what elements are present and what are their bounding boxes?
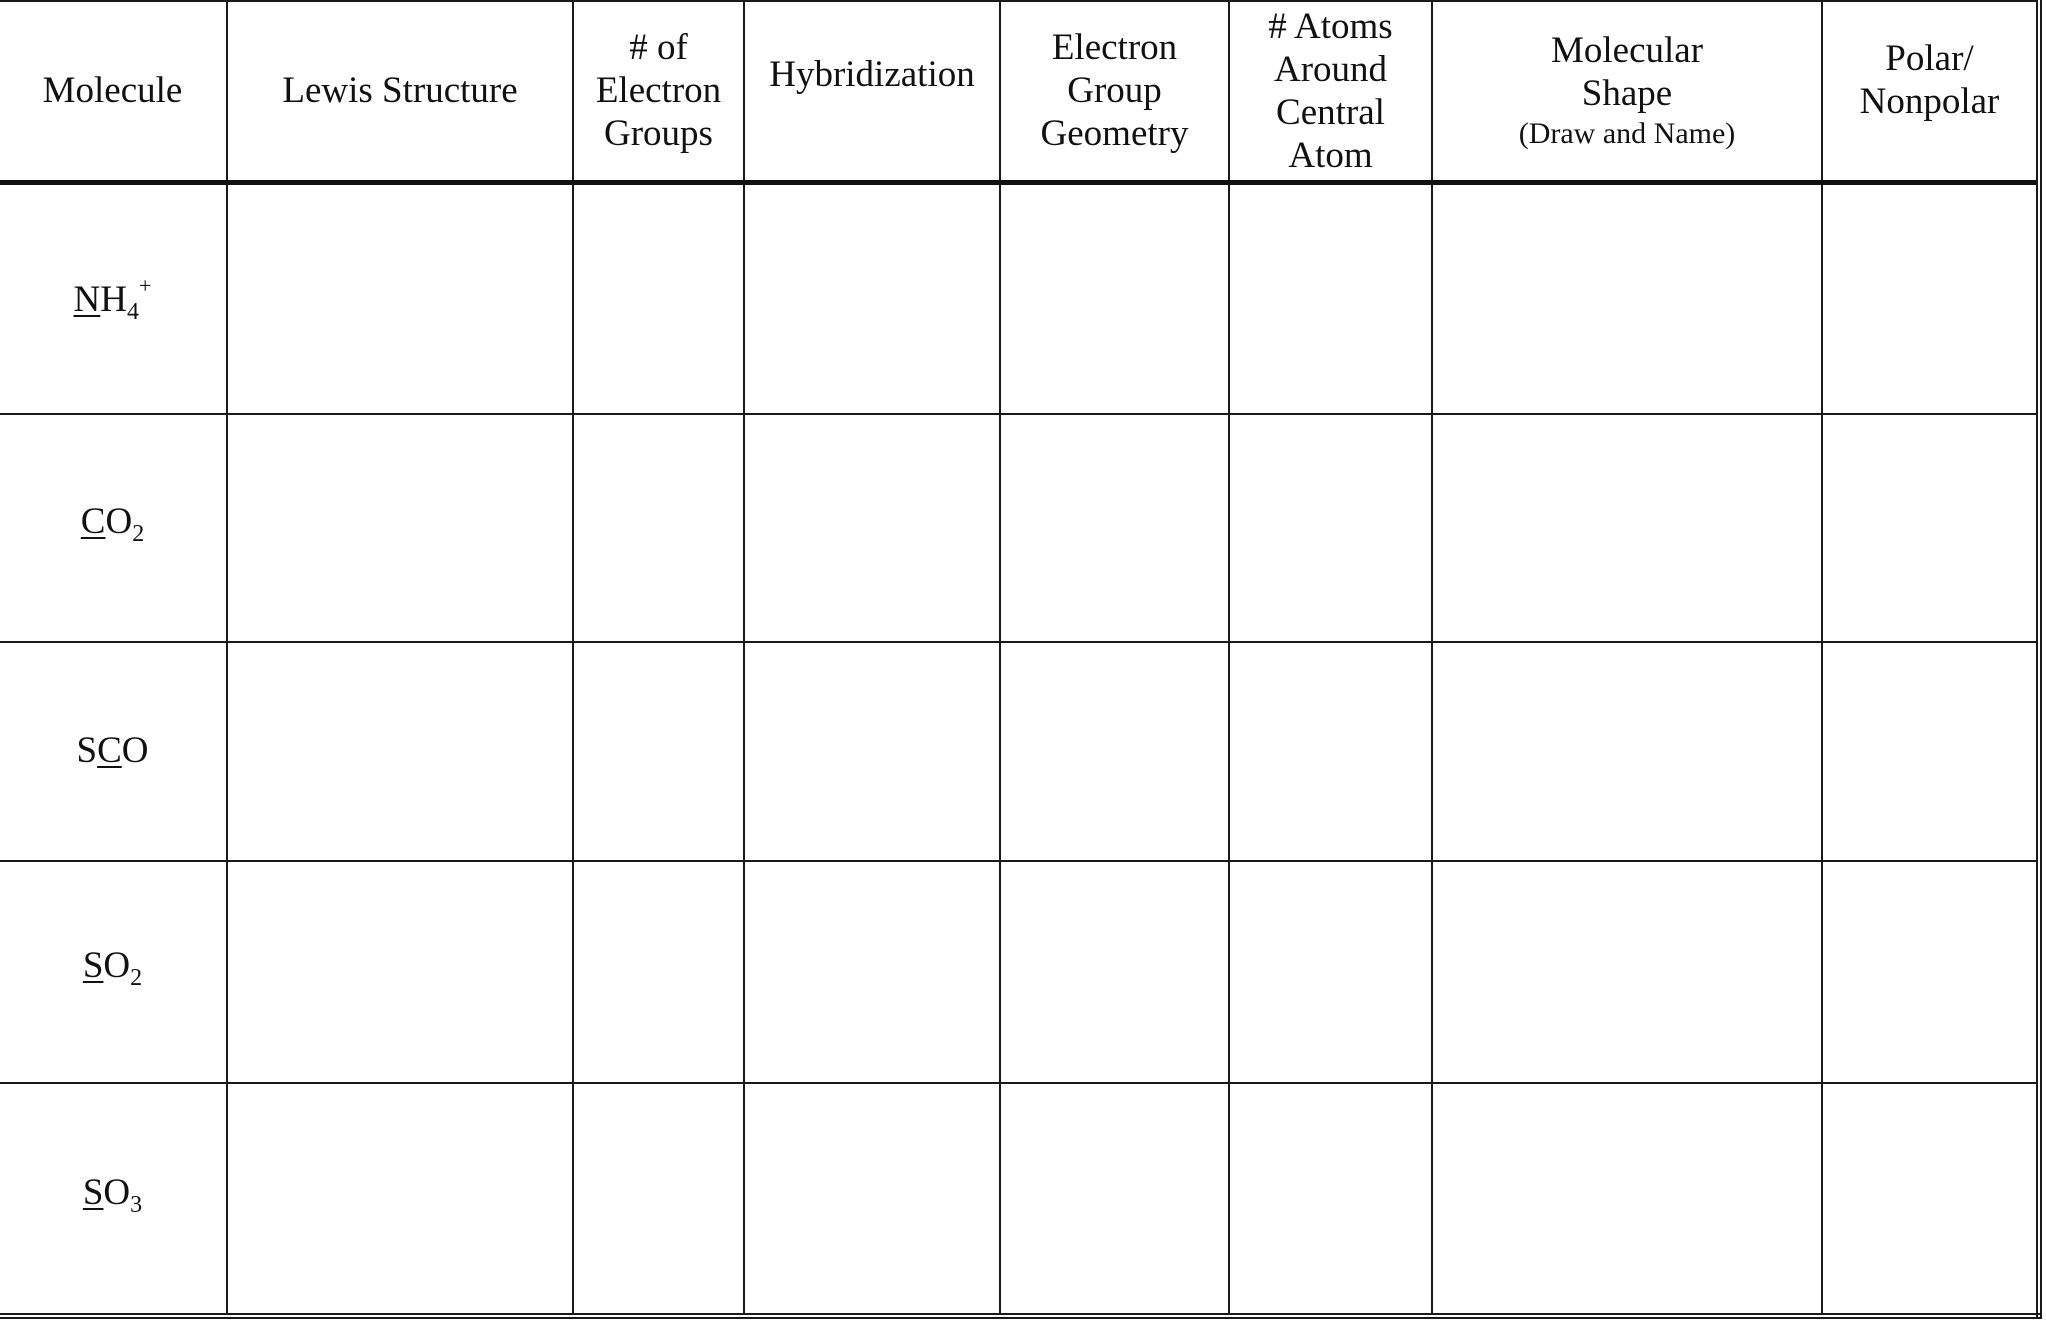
header-shape-line: Shape: [1581, 72, 1673, 114]
lewis-structure-cell[interactable]: [227, 1083, 573, 1316]
molecular-shape-cell[interactable]: [1432, 182, 1822, 414]
atoms-around-central-cell[interactable]: [1229, 182, 1432, 414]
molecular-shape-cell[interactable]: [1432, 414, 1822, 643]
molecule-cell: [0, 642, 227, 861]
molecule-formula: [80, 500, 145, 547]
table-row: [0, 642, 2039, 861]
header-electron-groups-line: Groups: [604, 113, 713, 155]
polarity-cell[interactable]: [1822, 414, 2039, 643]
molecule-cell: [0, 414, 227, 643]
electron-geometry-cell[interactable]: [1000, 182, 1229, 414]
header-polarity-line: Nonpolar: [1859, 80, 2000, 122]
molecular-shape-cell[interactable]: [1432, 1083, 1822, 1316]
header-electron-groups-line: Electron: [595, 70, 722, 112]
header-electron-groups-line: # of: [629, 27, 688, 69]
electron-groups-cell[interactable]: [573, 414, 744, 643]
polarity-cell[interactable]: [1822, 1083, 2039, 1316]
header-molecule: [0, 1, 227, 182]
header-hybridization-label: Hybridization: [769, 54, 975, 96]
header-electron-groups: [573, 1, 744, 182]
header-shape-note: (Draw and Name): [1518, 116, 1736, 150]
hybridization-cell[interactable]: [744, 1083, 1000, 1316]
central-atom: N: [73, 278, 101, 320]
electron-groups-cell[interactable]: [573, 861, 744, 1084]
header-geometry-line: Electron: [1051, 27, 1178, 69]
lewis-structure-cell[interactable]: [227, 414, 573, 643]
molecular-shape-cell[interactable]: [1432, 642, 1822, 861]
formula-rest: O: [121, 730, 149, 772]
atoms-around-central-cell[interactable]: [1229, 414, 1432, 643]
atoms-around-central-cell[interactable]: [1229, 861, 1432, 1084]
electron-geometry-cell[interactable]: [1000, 861, 1229, 1084]
central-atom: S: [82, 945, 104, 987]
hybridization-cell[interactable]: [744, 414, 1000, 643]
header-polarity: [1822, 1, 2039, 182]
header-lewis-label: Lewis Structure: [282, 70, 518, 112]
molecule-cell: [0, 1083, 227, 1316]
header-shape-line: Molecular: [1550, 29, 1704, 71]
lewis-structure-cell[interactable]: [227, 642, 573, 861]
formula-rest: O: [105, 500, 133, 542]
formula-subscript: 2: [132, 520, 145, 547]
molecular-shape-cell[interactable]: [1432, 861, 1822, 1084]
central-atom: C: [97, 730, 122, 772]
molecule-formula: [73, 272, 152, 325]
header-atoms-around-central: [1229, 1, 1432, 182]
header-polarity-line: Polar/: [1885, 37, 1974, 79]
header-atoms-line: # Atoms: [1268, 5, 1393, 47]
electron-geometry-cell[interactable]: [1000, 1083, 1229, 1316]
molecule-formula: [82, 945, 143, 992]
formula-charge: +: [139, 272, 152, 298]
molecule-cell: [0, 861, 227, 1084]
formula-rest: H: [100, 278, 128, 320]
header-atoms-line: Around: [1273, 48, 1388, 90]
header-atoms-line: Atom: [1288, 134, 1373, 176]
molecule-formula: [77, 730, 149, 771]
electron-groups-cell[interactable]: [573, 1083, 744, 1316]
lewis-structure-cell[interactable]: [227, 861, 573, 1084]
header-molecule-label: Molecule: [42, 70, 183, 112]
table-row: [0, 861, 2039, 1084]
table-row: [0, 182, 2039, 414]
hybridization-cell[interactable]: [744, 642, 1000, 861]
table-row: [0, 1083, 2039, 1316]
molecule-cell: [0, 182, 227, 414]
table-row: [0, 414, 2039, 643]
header-molecular-shape: [1432, 1, 1822, 182]
lewis-structure-cell[interactable]: [227, 182, 573, 414]
formula-rest: O: [103, 945, 131, 987]
formula-subscript: 4: [127, 298, 140, 325]
header-row: [0, 1, 2039, 182]
electron-groups-cell[interactable]: [573, 182, 744, 414]
formula-subscript: 3: [130, 1191, 143, 1218]
hybridization-cell[interactable]: [744, 861, 1000, 1084]
central-atom: S: [82, 1171, 104, 1213]
header-geometry-line: Geometry: [1040, 113, 1189, 155]
formula-rest: O: [103, 1171, 131, 1213]
header-lewis-structure: [227, 1, 573, 182]
formula-prefix: S: [76, 730, 98, 772]
molecule-formula: [82, 1171, 143, 1218]
formula-subscript: 2: [130, 965, 143, 992]
atoms-around-central-cell[interactable]: [1229, 642, 1432, 861]
header-geometry-line: Group: [1067, 70, 1162, 112]
polarity-cell[interactable]: [1822, 861, 2039, 1084]
hybridization-cell[interactable]: [744, 182, 1000, 414]
atoms-around-central-cell[interactable]: [1229, 1083, 1432, 1316]
header-electron-group-geometry: [1000, 1, 1229, 182]
electron-geometry-cell[interactable]: [1000, 642, 1229, 861]
electron-geometry-cell[interactable]: [1000, 414, 1229, 643]
header-hybridization: [744, 1, 1000, 182]
polarity-cell[interactable]: [1822, 182, 2039, 414]
header-atoms-line: Central: [1276, 91, 1385, 133]
electron-groups-cell[interactable]: [573, 642, 744, 861]
polarity-cell[interactable]: [1822, 642, 2039, 861]
central-atom: C: [80, 500, 106, 542]
